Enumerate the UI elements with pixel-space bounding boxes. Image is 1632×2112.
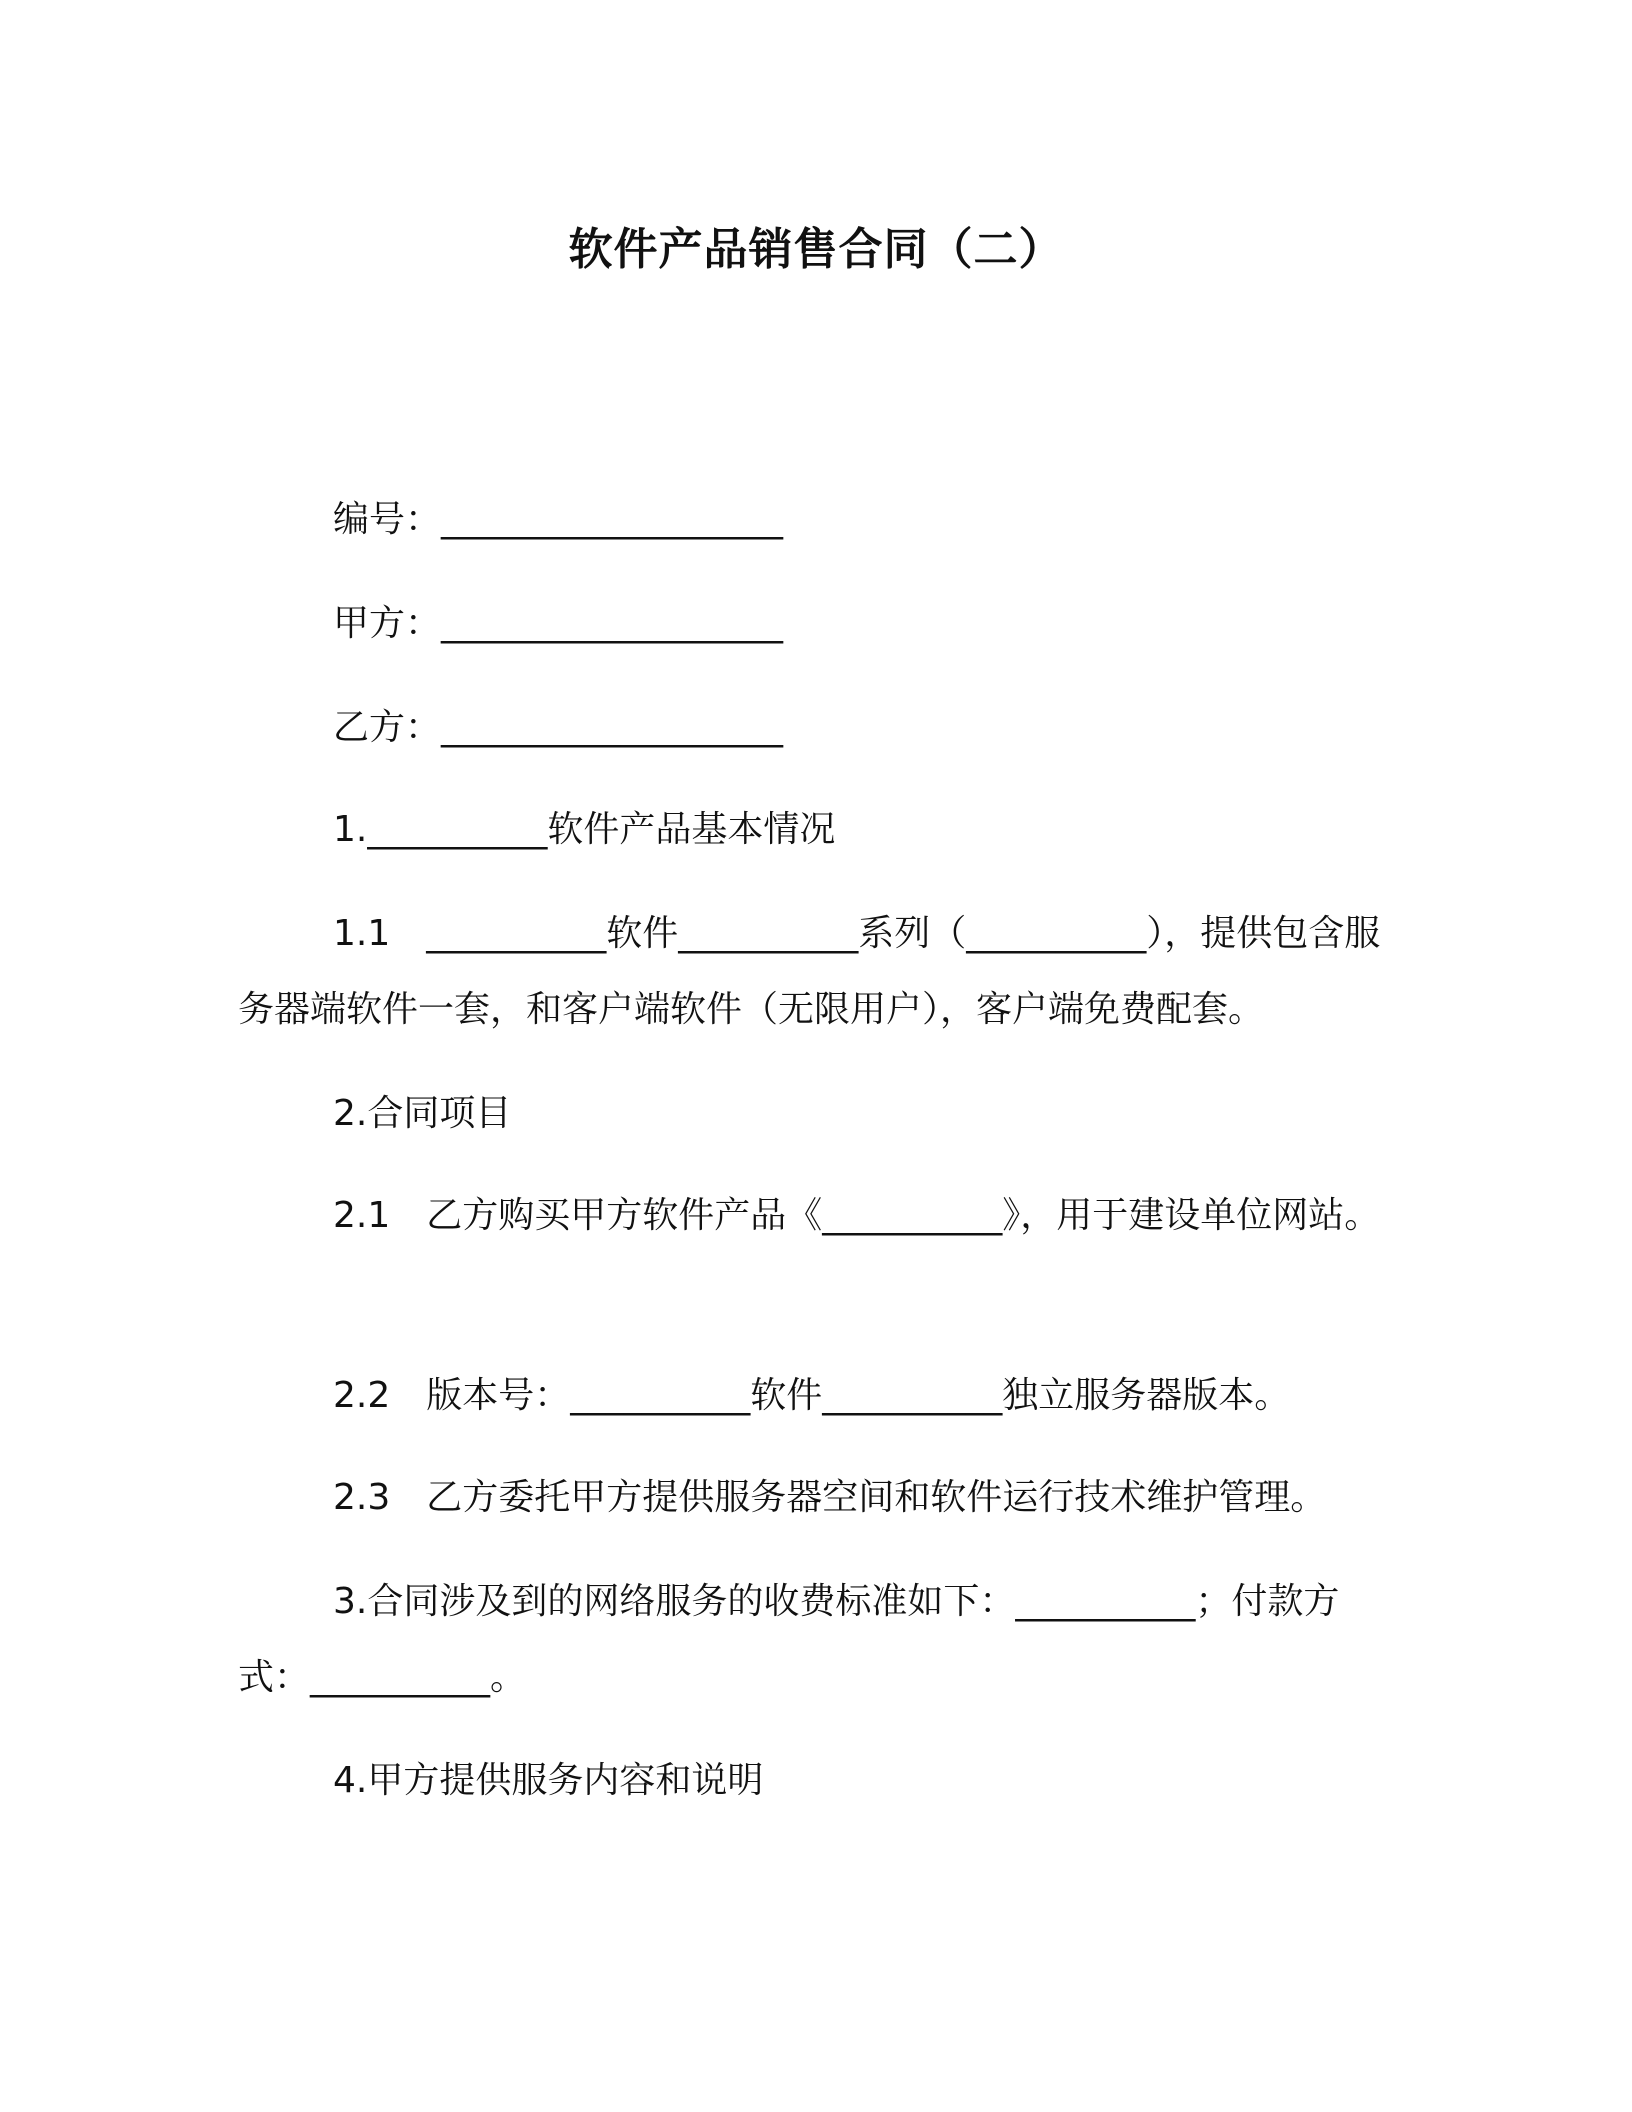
contract-number-field: 编号：___________________ <box>333 499 784 540</box>
section-2-2-line: 2.2 版本号：__________软件__________独立服务器版本。 <box>333 1375 1291 1416</box>
section-2-heading: 2.合同项目 <box>333 1093 512 1134</box>
section-3-paragraph: 3.合同涉及到的网络服务的收费标准如下：__________；付款方式：__________。 <box>238 1581 1340 1698</box>
section-4-heading: 4.甲方提供服务内容和说明 <box>333 1760 764 1801</box>
party-a-field: 甲方：___________________ <box>333 603 784 644</box>
section-1-heading: 1.__________软件产品基本情况 <box>333 809 836 850</box>
section-2-3-line: 2.3 乙方委托甲方提供服务器空间和软件运行技术维护管理。 <box>333 1477 1327 1518</box>
document-title: 软件产品销售合同（二） <box>568 224 1064 275</box>
section-2-1-paragraph: 2.1 乙方购买甲方软件产品《__________》，用于建设单位网站。 <box>333 1195 1381 1236</box>
section-1-1-paragraph: 1.1 __________软件__________系列（__________），提供包含服务器端软件一套，和客户端软件（无限用户），客户端免费配套。 <box>238 913 1381 1030</box>
party-b-field: 乙方：___________________ <box>333 707 784 748</box>
